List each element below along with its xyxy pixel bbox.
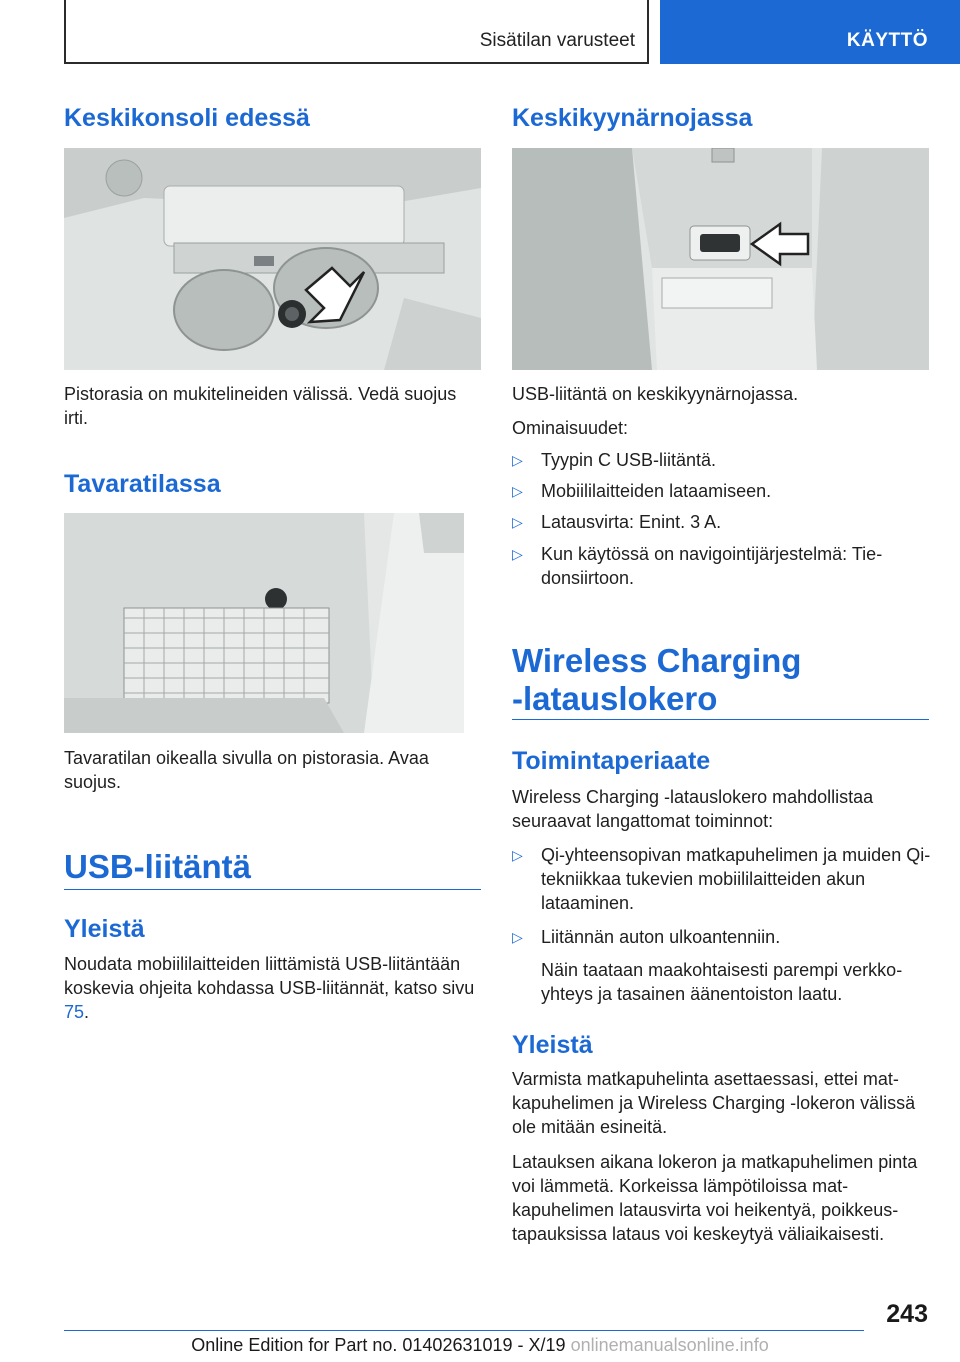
- text-usb-general: [64, 952, 481, 1024]
- triangle-right-icon: ▷: [512, 514, 523, 530]
- page-link[interactable]: 75: [64, 1002, 85, 1022]
- heading-cargo-area: Tavaratilassa: [64, 470, 221, 498]
- subheading-general-left: Yleistä: [64, 915, 145, 943]
- header-chapter-tab: [660, 0, 960, 64]
- usb-general-body: Noudata mobiililaitteiden liittämistä USB-liitäntään koskevia ohjeita kohdassa USB-liitännät, katso sivu: [64, 954, 475, 998]
- text-general-2: Latauksen aikana lokeron ja matkapuhelimen pinta voi lämmetä. Korkeissa lämpötiloissa matkapuhelimen latausvirta voi heikentyä, poikkeustapauksissa lataus voi keskeytyä väliaikaisesti.: [512, 1152, 918, 1244]
- footer-watermark: onlinemanualsonline.info: [570, 1335, 769, 1355]
- footer: [0, 1335, 960, 1356]
- features-intro: Ominaisuudet:: [512, 418, 629, 438]
- footer-divider: [64, 1330, 864, 1331]
- text-general-1: Varmista matkapuhelinta asettaessasi, ettei matkapuhelimen ja Wireless Charging ‑lokeron välissä ole mitään esineitä.: [512, 1069, 916, 1137]
- triangle-right-icon: ▷: [512, 483, 523, 499]
- header-section-box: [64, 0, 649, 64]
- text-center-armrest: USB-liitäntä on keskikyynärnojassa.: [512, 384, 799, 404]
- heading-center-armrest: Keskikyynärnojassa: [512, 104, 753, 132]
- triangle-right-icon: ▷: [512, 847, 523, 863]
- subheading-general-right: Yleistä: [512, 1031, 593, 1059]
- triangle-right-icon: ▷: [512, 546, 523, 562]
- footer-edition: Online Edition for Part no. 01402631019 - X/19: [191, 1335, 566, 1355]
- subheading-principle: Toimintaperiaate: [512, 747, 711, 775]
- usb-general-end: .: [84, 1002, 90, 1022]
- text-front-console: Pistorasia on mukitelineiden välissä. Vedä suojus irti.: [64, 384, 457, 428]
- header-chapter-title: KÄYTTÖ: [846, 30, 928, 51]
- page-number: 243: [886, 1300, 928, 1328]
- photo-cargo-area: [64, 513, 464, 733]
- heading-wireless-charging: Wireless Charging ‑latauslokero: [512, 641, 929, 720]
- photo-front-console: [64, 148, 481, 370]
- heading-front-console: Keskikonsoli edessä: [64, 104, 310, 132]
- triangle-right-icon: ▷: [512, 452, 523, 468]
- text-principle: Wireless Charging ‑latauslokero mahdollistaa seuraavat langattomat toiminnot:: [512, 787, 874, 831]
- triangle-right-icon: ▷: [512, 929, 523, 945]
- list-item-note: Näin taataan maakohtaisesti parempi verkkoyhteys ja tasainen äänentoiston laatu.: [541, 960, 903, 1004]
- text-cargo-area: Tavaratilan oikealla sivulla on pistorasia. Avaa suojus.: [64, 748, 429, 792]
- header-section-title: Sisätilan varusteet: [479, 30, 635, 51]
- heading-usb-port: USB-liitäntä: [64, 848, 481, 890]
- photo-center-armrest: [512, 148, 929, 370]
